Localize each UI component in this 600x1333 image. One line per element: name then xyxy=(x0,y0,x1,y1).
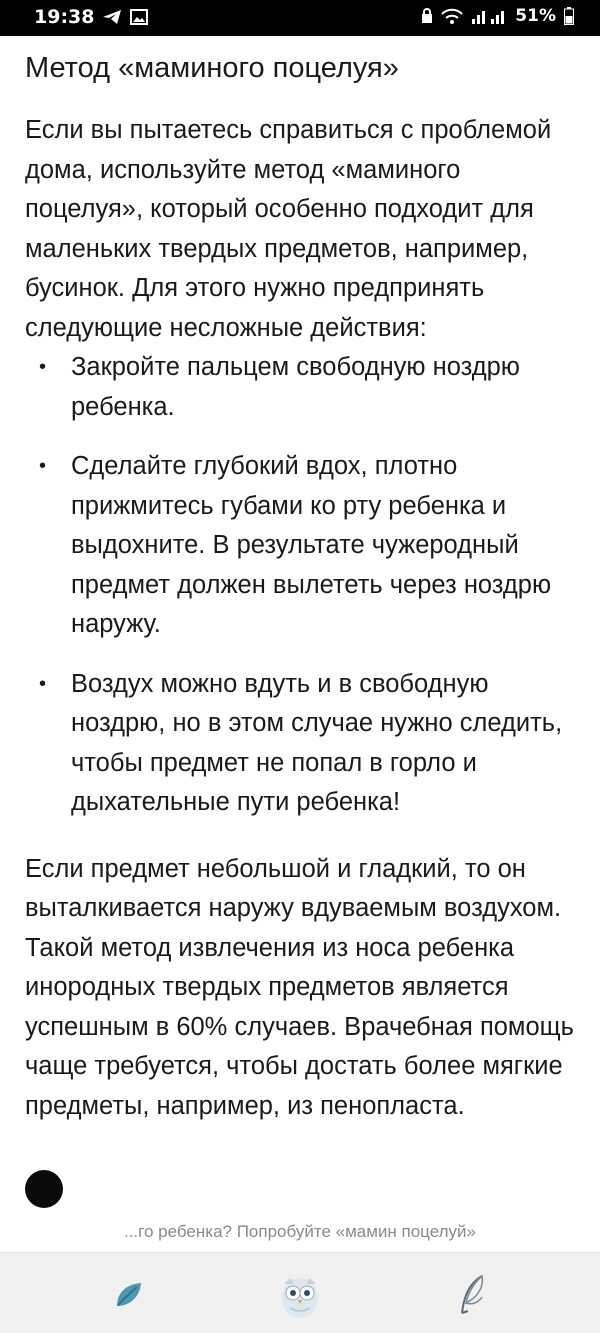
bullet-list xyxy=(25,348,575,823)
list-item xyxy=(25,447,575,645)
article-intro: Если вы пытаетесь справиться с проблемой дома, используйте метод «маминого поцелуя», который особенно подходит для маленьких твердых предметов, например, бусинок. Для этого нужно предпринять следующие несложные действия: xyxy=(25,116,552,342)
gallery-icon xyxy=(130,9,148,25)
wifi-icon xyxy=(441,8,463,24)
nav-item-feather[interactable] xyxy=(444,1267,500,1323)
leaf-icon xyxy=(111,1278,145,1312)
status-right xyxy=(421,6,574,26)
list-item xyxy=(25,348,575,427)
lock-icon xyxy=(421,8,433,24)
list-item-text: Воздух можно вдуть и в свободную ноздрю, но в этом случае нужно следить, чтобы предмет не попал в горло и дыхательные пути ребенка! xyxy=(71,669,563,816)
bullet-dot: • xyxy=(39,672,47,695)
list-item-text: Сделайте глубокий вдох, плотно прижмитесь губами ко рту ребенка и выдохните. В результате чужеродный предмет должен вылететь через ноздрю наружу. xyxy=(71,452,552,638)
telegram-icon xyxy=(102,9,122,25)
page-caption[interactable]: ...го ребенка? Попробуйте «мамин поцелуй» xyxy=(123,1222,476,1241)
status-left xyxy=(34,6,148,28)
assistive-touch-button[interactable] xyxy=(25,1170,63,1208)
status-bar xyxy=(0,0,600,36)
nav-item-leaf[interactable] xyxy=(100,1267,156,1323)
feather-icon xyxy=(454,1273,490,1317)
owl-icon xyxy=(276,1270,324,1320)
nav-item-owl[interactable] xyxy=(272,1267,328,1323)
article-outro: Если предмет небольшой и гладкий, то он выталкивается наружу вдуваемым воздухом. Такой метод извлечения из носа ребенка инородных твердых предметов является успешным в 60% случаев. Врачебная помощь чаще требуется, чтобы достать более мягкие предметы, например, из пенопласта. xyxy=(25,854,574,1120)
list-item-text: Закройте пальцем свободную ноздрю ребенка. xyxy=(71,353,520,421)
status-time: 19:38 xyxy=(34,6,95,28)
article-title: Метод «маминого поцелуя» xyxy=(25,52,399,84)
battery-percent: 51% xyxy=(515,6,556,26)
battery-icon xyxy=(564,7,574,25)
signal-icon xyxy=(471,8,507,24)
bullet-dot: • xyxy=(39,356,47,378)
list-item xyxy=(25,665,575,823)
bottom-nav xyxy=(0,1252,600,1333)
article xyxy=(25,36,575,1152)
bullet-dot: • xyxy=(39,455,47,477)
